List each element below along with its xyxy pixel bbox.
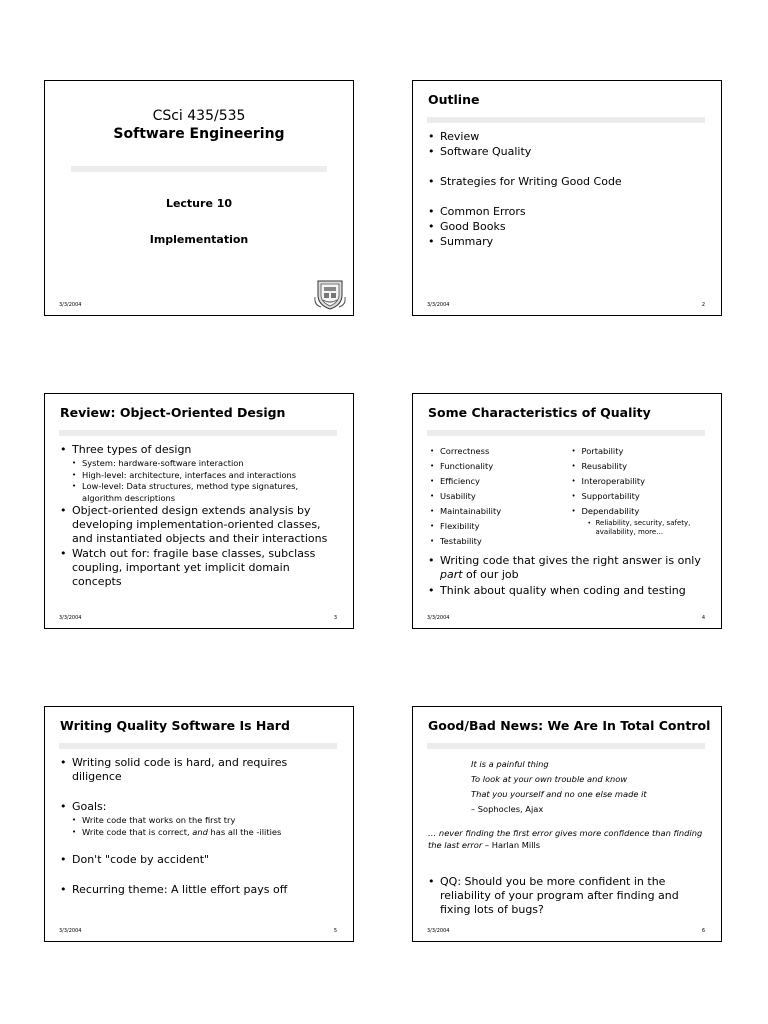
slide-number: 3 bbox=[333, 615, 337, 621]
slide-title: Some Characteristics of Quality bbox=[428, 405, 651, 420]
list-item: • Correctness bbox=[428, 444, 570, 459]
slide-date: 3/3/2004 bbox=[59, 615, 82, 621]
list-item: • Usability bbox=[428, 489, 570, 504]
slide-date: 3/3/2004 bbox=[427, 928, 450, 934]
quote-line: To look at your own trouble and know bbox=[471, 774, 628, 784]
title-divider bbox=[59, 743, 337, 749]
slide-1-title bbox=[45, 107, 353, 143]
list-item: • Review bbox=[428, 130, 707, 144]
slide-4 bbox=[412, 393, 722, 629]
quote-line: That you yourself and no one else made it bbox=[471, 789, 647, 799]
item-text: has all the -ilities bbox=[207, 826, 282, 837]
list-item: • Goals: bbox=[60, 800, 339, 814]
list-item: • Flexibility bbox=[428, 519, 570, 534]
slide-date: 3/3/2004 bbox=[427, 615, 450, 621]
list-item: • Watch out for: fragile base classes, subclass coupling, important yet implicit domain concepts bbox=[60, 547, 339, 589]
slide-title: Good/Bad News: We Are In Total Control bbox=[428, 718, 711, 733]
list-item: • Testability bbox=[428, 534, 570, 549]
list-item: • Supportability bbox=[570, 489, 712, 504]
slide-2 bbox=[412, 80, 722, 316]
list-item: • Software Quality bbox=[428, 145, 707, 159]
emphasis-text: and bbox=[192, 826, 208, 837]
list-item: • Good Books bbox=[428, 220, 707, 234]
quote-line: It is a painful thing bbox=[471, 759, 549, 769]
slide-title: Writing Quality Software Is Hard bbox=[60, 718, 290, 733]
bullet-list bbox=[60, 443, 339, 590]
list-item: • Three types of design bbox=[60, 443, 339, 457]
quote-attribution: – Sophocles, Ajax bbox=[471, 804, 544, 814]
course-number: CSci 435/535 bbox=[152, 108, 246, 124]
lecture-number: Lecture 10 bbox=[165, 197, 233, 210]
quote-text: … never finding the first error gives more confidence than finding the last error bbox=[428, 828, 703, 850]
slide-number: 4 bbox=[701, 615, 705, 621]
list-item: • Reusability bbox=[570, 459, 712, 474]
title-divider bbox=[59, 430, 337, 436]
outline-list bbox=[428, 130, 707, 250]
slide-date: 3/3/2004 bbox=[427, 302, 450, 308]
title-divider bbox=[427, 117, 705, 123]
emphasis-text: part bbox=[440, 568, 463, 581]
item-text: Writing code that gives the right answer is only bbox=[440, 554, 701, 567]
slide-title: Outline bbox=[428, 92, 480, 107]
list-item: • Object-oriented design extends analysis by developing implementation-oriented classes, and instantiated objects and their interactions bbox=[60, 504, 339, 546]
quality-columns bbox=[428, 444, 711, 549]
bullet-list bbox=[60, 756, 339, 898]
list-item: • Maintainability bbox=[428, 504, 570, 519]
slide-date: 3/3/2004 bbox=[59, 928, 82, 934]
lecture-topic: Implementation bbox=[149, 233, 249, 246]
slide-number: 6 bbox=[701, 928, 705, 934]
slide-title: Review: Object-Oriented Design bbox=[60, 405, 286, 420]
sub-list-item: • Low-level: Data structures, method type signatures, algorithm descriptions bbox=[60, 481, 339, 504]
sub-list-item: • Write code that works on the first try bbox=[60, 815, 339, 827]
university-seal-icon bbox=[313, 277, 347, 311]
list-item: • Efficiency bbox=[428, 474, 570, 489]
slide-number: 2 bbox=[701, 302, 705, 308]
list-item: • Portability bbox=[570, 444, 712, 459]
slide-1 bbox=[44, 80, 354, 316]
list-item: • Writing solid code is hard, and requires diligence bbox=[60, 756, 339, 784]
list-item: • Summary bbox=[428, 235, 707, 249]
quality-list-right bbox=[570, 444, 712, 549]
list-item: • Recurring theme: A little effort pays off bbox=[60, 883, 339, 897]
spacer bbox=[60, 868, 339, 883]
list-item: • Common Errors bbox=[428, 205, 707, 219]
list-item: • Strategies for Writing Good Code bbox=[428, 175, 707, 189]
spacer bbox=[428, 190, 707, 205]
slide-6 bbox=[412, 706, 722, 942]
slide-number: 5 bbox=[333, 928, 337, 934]
bullet-list bbox=[428, 875, 707, 918]
sophocles-quote bbox=[471, 757, 647, 817]
spacer bbox=[428, 160, 707, 175]
bullet-list bbox=[428, 554, 707, 600]
list-item: • Functionality bbox=[428, 459, 570, 474]
title-divider bbox=[71, 166, 327, 172]
list-item bbox=[428, 554, 707, 582]
slide-date: 3/3/2004 bbox=[59, 302, 82, 308]
quality-list-left bbox=[428, 444, 570, 549]
slide-3 bbox=[44, 393, 354, 629]
list-item: • Think about quality when coding and testing bbox=[428, 584, 707, 598]
list-item: • Don't "code by accident" bbox=[60, 853, 339, 867]
item-text: Write code that is correct, bbox=[82, 826, 193, 837]
sub-list-item: • System: hardware-software interaction bbox=[60, 458, 339, 470]
sub-list-item bbox=[60, 827, 339, 839]
mills-quote bbox=[428, 827, 707, 851]
course-name: Software Engineering bbox=[113, 126, 285, 142]
title-divider bbox=[427, 430, 705, 436]
slide-5 bbox=[44, 706, 354, 942]
list-item: • Dependability bbox=[570, 504, 712, 519]
sub-list-item: • Reliability, security, safety, availability, more… bbox=[570, 519, 712, 537]
spacer bbox=[60, 785, 339, 800]
list-item: • Interoperability bbox=[570, 474, 712, 489]
item-text: of our job bbox=[462, 568, 519, 581]
quote-attribution: – Harlan Mills bbox=[482, 840, 541, 850]
spacer bbox=[60, 838, 339, 853]
list-item: • QQ: Should you be more confident in the reliability of your program after finding and fixing lots of bugs? bbox=[428, 875, 707, 917]
sub-list-item: • High-level: architecture, interfaces and interactions bbox=[60, 470, 339, 482]
title-divider bbox=[427, 743, 705, 749]
